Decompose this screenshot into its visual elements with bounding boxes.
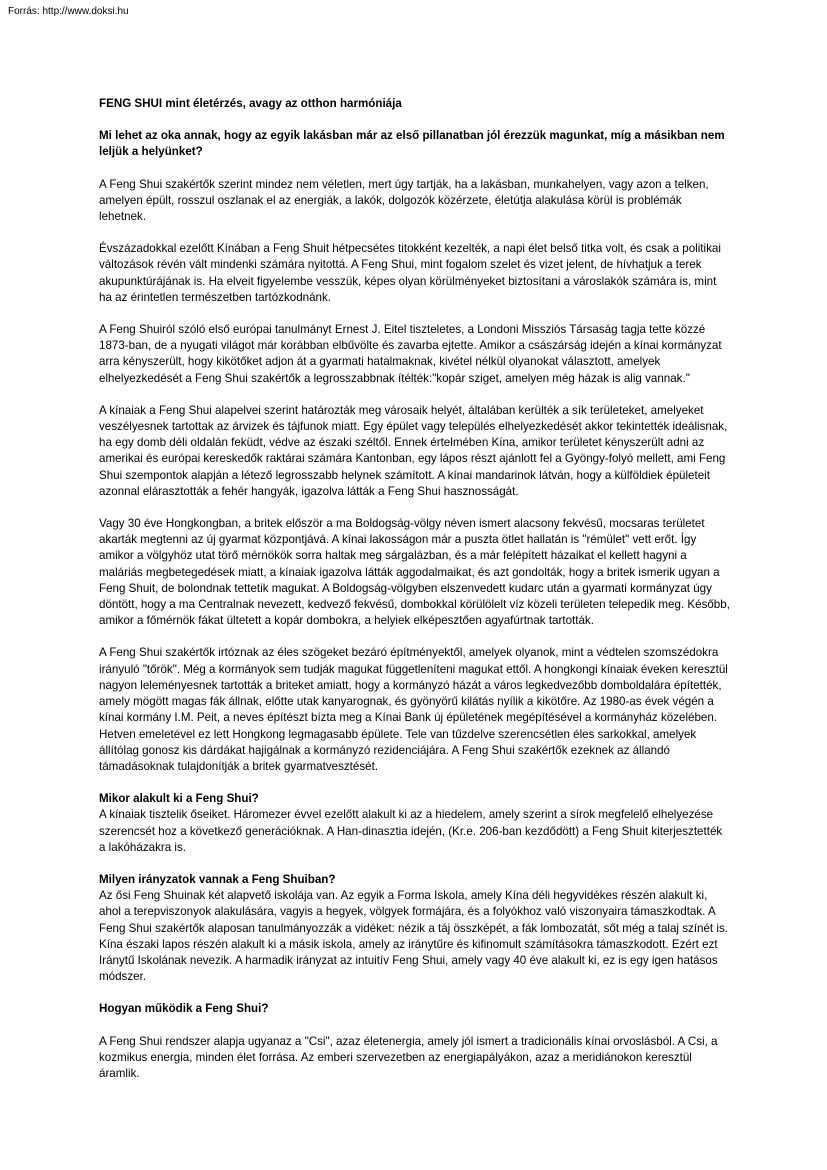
section-text: A kínaiak tisztelik őseiket. Háromezer évvel ezelőtt alakult ki az a hiedelem, amely szerint a sírok megfelelő elhelyezése szerencsét hoz a következő generációknak. A Han-dinasztia idején, (Kr.e. 206-ban kezdődött) a Feng Shuit kiterjesztették a lakóházakra is. [99, 808, 723, 854]
section-schools [99, 872, 731, 985]
lead-question: Mi lehet az oka annak, hogy az egyik lakásban már az első pillanatban jól érezzük magunkat, míg a másikban nem leljük a helyünket? [99, 129, 725, 159]
section-heading: Mikor alakult ki a Feng Shui? [99, 792, 259, 806]
section-text: Az ősi Feng Shuinak két alapvető iskolája van. Az egyik a Forma Iskola, amely Kína déli hegyvidékes részén alakult ki, ahol a terepviszonyok alakulására, vagyis a hegyek, völgyek formájára, és a folyókhoz való viszonyaira támaszkodtak. A Feng Shui szakértők alaposan tanulmányozzák a vidéket: nézik a táj összképét, a fák lombozatát, sőt még a talaj színét is. Kína északi lapos részén alakult ki a másik iskola, amely az iránytűre és kifinomult számításokra támaszkodott. Ezért ezt Iránytű Iskolának nevezik. A harmadik irányzat az intuitív Feng Shui, amely vagy 40 éve alakult ki, ez is egy igen hatásos módszer. [99, 889, 728, 984]
document-body [99, 96, 731, 1082]
paragraph: Évszázadokkal ezelőtt Kínában a Feng Shuit hétpecsétes titokként kezelték, a napi élet belső titka volt, és csak a politikai változások révén vált mindenki számára nyitottá. A Feng Shui, mint fogalom szelet és vizet jelent, de hívhatjuk a terek akupunktúrájának is. Ha elveit figyelembe vesszük, képes olyan körülményeket biztosítani a városlakók számára is, mint ha az érintetlen természetben tartózkodnánk. [99, 242, 721, 304]
section-text: A Feng Shui rendszer alapja ugyanaz a "Csi", azaz életenergia, amely jól ismert a tradicionális kínai orvoslásból. A Csi, a kozmikus energia, minden élet forrása. Az emberi szervezetben az energiapályákon, azaz a meridiánokon keresztül áramlik. [99, 1034, 718, 1080]
document-title: FENG SHUI mint életérzés, avagy az otthon harmóniája [99, 97, 402, 110]
paragraph: A Feng Shui szakértők irtóznak az éles szögeket bezáró építményektől, amelyek olyanok, mint a védtelen szomszédokra irányuló "tőrök". Még a kormányok sem tudják magukat függetleníteni magukat ettől. A hongkongi kínaiak éveken keresztül nagyon leleményesnek tartották a briteket amiatt, hogy a kormányzó házát a város legkedvezőbb domboldalára építették, amely mögött magas fák állnak, előtte utak kanyarognak, és gyönyörű kilátás nyílik a kikötőre. Az 1980-as évek végén a kínai kormány I.M. Peit, a neves építészt bízta meg a Kínai Bank új épületének megépítésével a kormányház közelében. Hetven emeletével ez lett Hongkong legmagasabb épülete. Tele van tűzdelve szerencsétlen éles sarkokkal, amelyek állítólag gonosz kis dárdákat hajigálnak a kormányzó rezidenciájára. A Feng Shui szakértők ezeknek az állandó támadásoknak tulajdonítják a britek gyarmatvesztését. [99, 646, 728, 773]
source-label: Forrás: http://www.doksi.hu [8, 6, 129, 17]
section-heading: Milyen irányzatok vannak a Feng Shuiban? [99, 872, 336, 886]
paragraph: A Feng Shuiról szóló első európai tanulmányt Ernest J. Eitel tiszteletes, a Londoni Missziós Társaság tagja tette közzé 1873-ban, de a nyugati világot már korábban elbűvölte és zavarba ejtette. Amikor a császárság idején a kínai kormányzat arra kényszerült, hogy kikötőket adjon át a gyarmati hatalmaknak, kivétel nélkül olyanokat választott, amelyek elhelyezkedését a Feng Shui szakértők a legrosszabbnak ítélték:"kopár sziget, amelyen még házak is alig vannak." [99, 323, 722, 385]
paragraph: A kínaiak a Feng Shui alapelvei szerint határozták meg városaik helyét, általában kerülték a sík területeket, amelyeket veszélyesnek tartottak az árvizek és tájfunok miatt. Egy épület vagy település elhelyezkedését akkor tekintették ideálisnak, ha egy domb déli oldalán feküdt, védve az északi széltől. Ennek értelmében Kína, amikor területet kényszerült adni az amerikai és európai kereskedők raktárai számára Kantonban, egy lápos részt ajánlott fel a Gyöngy-folyó mellett, ami Feng Shui szempontok alapján a létező legrosszabb helynek számított. A kínai mandarinok látván, hogy a külföldiek épületeit azonnal elárasztották a fehér hangyák, igazolva látták a Feng Shui hasznosságát. [99, 403, 728, 498]
section-heading: Hogyan működik a Feng Shui? [99, 1002, 269, 1016]
paragraph: A Feng Shui szakértők szerint mindez nem véletlen, mert úgy tartják, ha a lakásban, munkahelyen, vagy azon a telken, amelyen épült, rosszul oszlanak el az energiák, a lakók, dolgozók közérzete, életútja alakulása körül is problémák lehetnek. [99, 177, 709, 224]
section-origin [99, 791, 731, 856]
paragraph: Vagy 30 éve Hongkongban, a britek először a ma Boldogság-völgy néven ismert alacsony fekvésű, mocsaras területet akarták megtenni az új gyarmat központjává. A kínai lakosságon már a puszta ötlet hallatán is "rémület" vett erőt. Így amikor a völgyhöz utat törő mérnökök sorra haltak meg sárgalázban, és a már felépített házaikat el kellett hagyni a maláriás megbetegedések miatt, a kínaiak igazolva látták aggodalmaikat, és azt gondolták, hogy a britek ismerik ugyan a Feng Shuit, de bolondnak tettetik magukat. A Boldogság-völgyben elszenvedett kudarc után a gyarmati kormányzat úgy döntött, hogy a ma Centralnak nevezett, kedvező fekvésű, dombokkal körülölelt víz közeli területen telepedik meg. Később, amikor a főmérnök fákat ültetett a kopár dombokra, a helyiek elképesztően agyafúrtnak tartották. [99, 517, 730, 628]
section-how-it-works [99, 1001, 731, 1082]
